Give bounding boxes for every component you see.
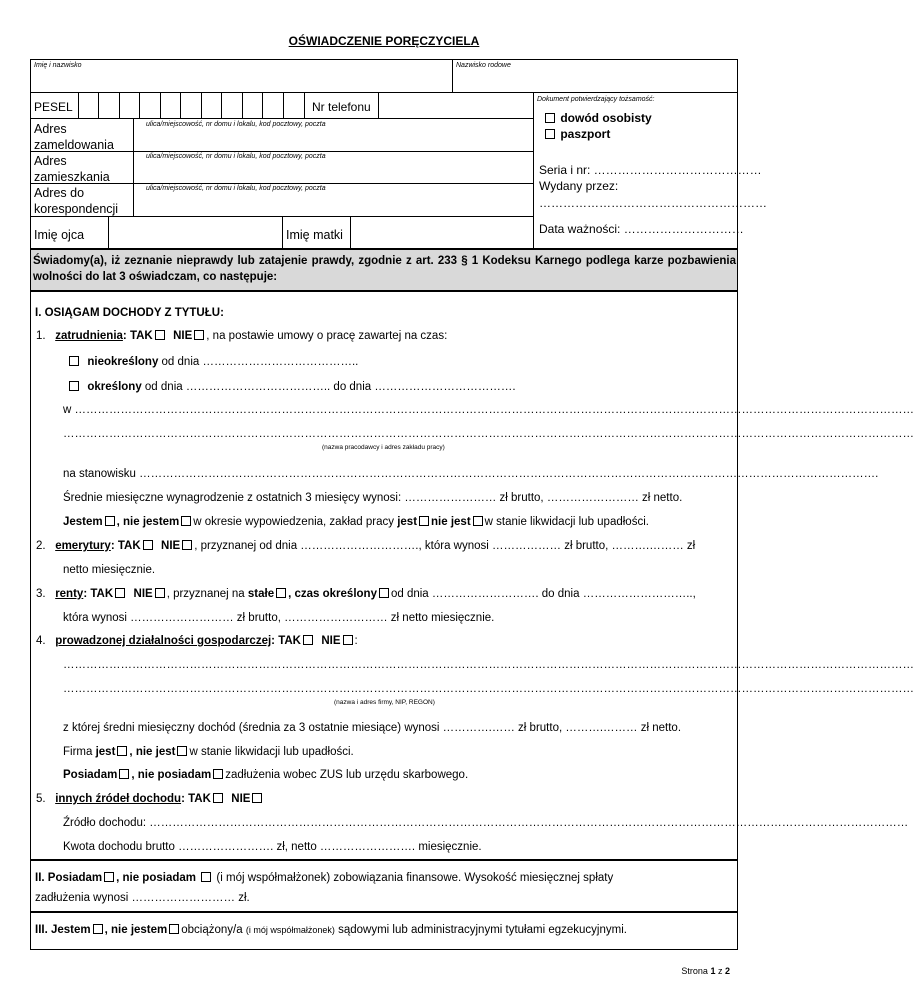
- nr-telefonu-label: Nr telefonu: [312, 100, 371, 114]
- wydany-label: Wydany przez:: [539, 179, 619, 193]
- imie-nazwisko-label: Imię i nazwisko: [34, 62, 82, 69]
- firma-caption: (nazwa i adres firmy, NIP, REGON): [334, 699, 435, 706]
- sec3-jestem-checkbox[interactable]: [93, 924, 103, 934]
- zrodlo-field[interactable]: Źródło dochodu: ………………………………………………………………………………………………………………………………………………………………………………: [63, 817, 909, 829]
- other-income-row: 5. innych źródeł dochodu: TAK NIE: [36, 793, 264, 805]
- paszport-checkbox[interactable]: [545, 129, 555, 139]
- paszport-option[interactable]: paszport: [543, 127, 610, 141]
- firma-nie-jest-checkbox[interactable]: [177, 746, 187, 756]
- pension-nie-checkbox[interactable]: [182, 540, 192, 550]
- czas-okreslony-checkbox[interactable]: [379, 588, 389, 598]
- jest-checkbox[interactable]: [419, 516, 429, 526]
- firma-field[interactable]: ……………………………………………………………………………………………………………………………………………………………………………………………………: [63, 659, 914, 671]
- imie-ojca-field[interactable]: [109, 217, 281, 248]
- renta-line2[interactable]: która wynosi ……………………… zł brutto, ……………………… zł netto miesięcznie.: [63, 612, 495, 624]
- nazwisko-rodowe-label: Nazwisko rodowe: [456, 62, 511, 69]
- pension-row: 2. emerytury: TAK NIE , przyznanej od dnia …………………………., która wynosi ……………… zł brutto, ……….……… zł: [36, 540, 696, 552]
- other-tak-checkbox[interactable]: [213, 793, 223, 803]
- jestem-checkbox[interactable]: [105, 516, 115, 526]
- firma-jest-checkbox[interactable]: [117, 746, 127, 756]
- wydany-field[interactable]: …………………………………………………: [539, 196, 767, 210]
- section-3-line: III. Jestem , nie jestem obciążony/a (i mój współmałżonek) sądowymi lub administracyjnymi tytułami egzekucyjnymi.: [35, 924, 627, 936]
- imie-matki-field[interactable]: [351, 217, 532, 248]
- okreslony-row: określony od dnia ……………………………….. do dnia ……………………………….: [67, 381, 516, 393]
- nie-jestem-checkbox[interactable]: [181, 516, 191, 526]
- posiadam-checkbox[interactable]: [119, 769, 129, 779]
- page-title: OŚWIADCZENIE PORĘCZYCIELA: [288, 34, 480, 48]
- adres-zameldowania-label: Adres zameldowania: [34, 122, 114, 152]
- dochod-sredni-field[interactable]: z której średni miesięczny dochód (średnia za 3 ostatnie miesiące) wynosi ………….…… zł brutto, ……….……… zł netto.: [63, 722, 682, 734]
- nieokreslony-checkbox[interactable]: [69, 356, 79, 366]
- sec3-nie-jestem-checkbox[interactable]: [169, 924, 179, 934]
- employment-row: 1. zatrudnienia: TAK NIE , na postawie umowy o pracę zawartej na czas:: [36, 330, 448, 342]
- nieokreslony-row: nieokreślony od dnia …………………………………..: [67, 356, 358, 368]
- employment-tak-checkbox[interactable]: [155, 330, 165, 340]
- adres-hint: ulica/miejscowość, nr domu i lokalu, kod pocztowy, poczta: [146, 153, 326, 160]
- renta-tak-checkbox[interactable]: [115, 588, 125, 598]
- data-waznosci-field[interactable]: Data ważności: …………………………: [539, 222, 744, 236]
- stale-checkbox[interactable]: [276, 588, 286, 598]
- pracodawca-caption: (nazwa pracodawcy i adres zakładu pracy): [322, 444, 445, 451]
- business-nie-checkbox[interactable]: [343, 635, 353, 645]
- sec2-posiadam-checkbox[interactable]: [104, 872, 114, 882]
- business-row: 4. prowadzonej działalności gospodarczej: TAK NIE :: [36, 635, 358, 647]
- adres-zamieszkania-label: Adres zamieszkania: [34, 154, 110, 184]
- adres-hint: ulica/miejscowość, nr domu i lokalu, kod pocztowy, poczta: [146, 121, 326, 128]
- firma-status-row: Firma jest , nie jest w stanie likwidacji lub upadłości.: [63, 746, 354, 758]
- pesel-cells[interactable]: [78, 92, 305, 118]
- dowod-option[interactable]: dowód osobisty: [543, 111, 652, 125]
- nazwisko-rodowe-field[interactable]: [453, 70, 737, 91]
- adres-zameldowania-field[interactable]: [134, 130, 532, 150]
- seria-field[interactable]: Seria i nr: ……………………………………: [539, 163, 762, 177]
- employment-nie-checkbox[interactable]: [194, 330, 204, 340]
- declaration-text: Świadomy(a), iż zeznanie nieprawdy lub zatajenie prawdy, zgodnie z art. 233 § 1 Kodeksu Karnego podlega karze pozbawienia wolności do lat 3 oświadczam, co następuje:: [33, 255, 736, 283]
- section-2-box: [30, 860, 738, 912]
- imie-nazwisko-field[interactable]: [31, 70, 451, 91]
- stanowisko-field[interactable]: na stanowisku ………………………………………………………………………………………………………………………………………………………………………….: [63, 468, 879, 480]
- pracodawca-field[interactable]: w …………………………………………………………………………………………………………………………………………………………………………………………………: [63, 404, 914, 416]
- section-2-line1: II. Posiadam , nie posiadam (i mój współmałżonek) zobowiązania finansowe. Wysokość miesięcznej spłaty: [35, 872, 614, 884]
- page-number: Strona 1 z 2: [681, 966, 730, 976]
- pension-line2: netto miesięcznie.: [63, 564, 156, 576]
- nr-telefonu-field[interactable]: [379, 93, 532, 117]
- adres-hint: ulica/miejscowość, nr domu i lokalu, kod pocztowy, poczta: [146, 185, 326, 192]
- sec2-nie-posiadam-checkbox[interactable]: [201, 872, 211, 882]
- wypowiedzenie-row: Jestem , nie jestem w okresie wypowiedzenia, zakład pracy jest nie jest w stanie likwidacji lub upadłości.: [63, 516, 649, 528]
- pension-tak-checkbox[interactable]: [143, 540, 153, 550]
- pesel-label: PESEL: [34, 100, 73, 114]
- section-2-line2[interactable]: zadłużenia wynosi ……………………… zł.: [35, 892, 250, 904]
- kwota-field[interactable]: Kwota dochodu brutto ……………………. zł, netto ……………………. miesięcznie.: [63, 841, 482, 853]
- business-tak-checkbox[interactable]: [303, 635, 313, 645]
- adres-korespondencji-label: Adres do korespondencji: [34, 186, 119, 216]
- zus-row: Posiadam , nie posiadam zadłużenia wobec ZUS lub urzędu skarbowego.: [63, 769, 469, 781]
- dowod-checkbox[interactable]: [545, 113, 555, 123]
- imie-matki-label: Imię matki: [286, 228, 343, 242]
- imie-ojca-label: Imię ojca: [34, 228, 85, 242]
- other-nie-checkbox[interactable]: [252, 793, 262, 803]
- adres-korespondencji-field[interactable]: [134, 194, 532, 215]
- nie-jest-checkbox[interactable]: [473, 516, 483, 526]
- firma-field-2[interactable]: ……………………………………………………………………………………………………………………………………………………………………………………………………: [63, 683, 914, 695]
- dokument-label: Dokument potwierdzający tożsamość:: [537, 96, 655, 103]
- wynagrodzenie-field[interactable]: Średnie miesięczne wynagrodzenie z ostatnich 3 miesięcy wynosi: …………………… zł brutto, …………………… zł netto.: [63, 492, 683, 504]
- section-1-heading: I. OSIĄGAM DOCHODY Z TYTUŁU:: [35, 307, 224, 319]
- nie-posiadam-checkbox[interactable]: [213, 769, 223, 779]
- adres-zamieszkania-field[interactable]: [134, 162, 532, 182]
- okreslony-checkbox[interactable]: [69, 381, 79, 391]
- renta-row: 3. renty: TAK NIE , przyznanej na stałe , czas określony od dnia ………………………. do dnia ………………………..,: [36, 588, 696, 600]
- pracodawca-field-2[interactable]: ……………………………………………………………………………………………………………………………………………………………………………………………………: [63, 428, 914, 440]
- renta-nie-checkbox[interactable]: [155, 588, 165, 598]
